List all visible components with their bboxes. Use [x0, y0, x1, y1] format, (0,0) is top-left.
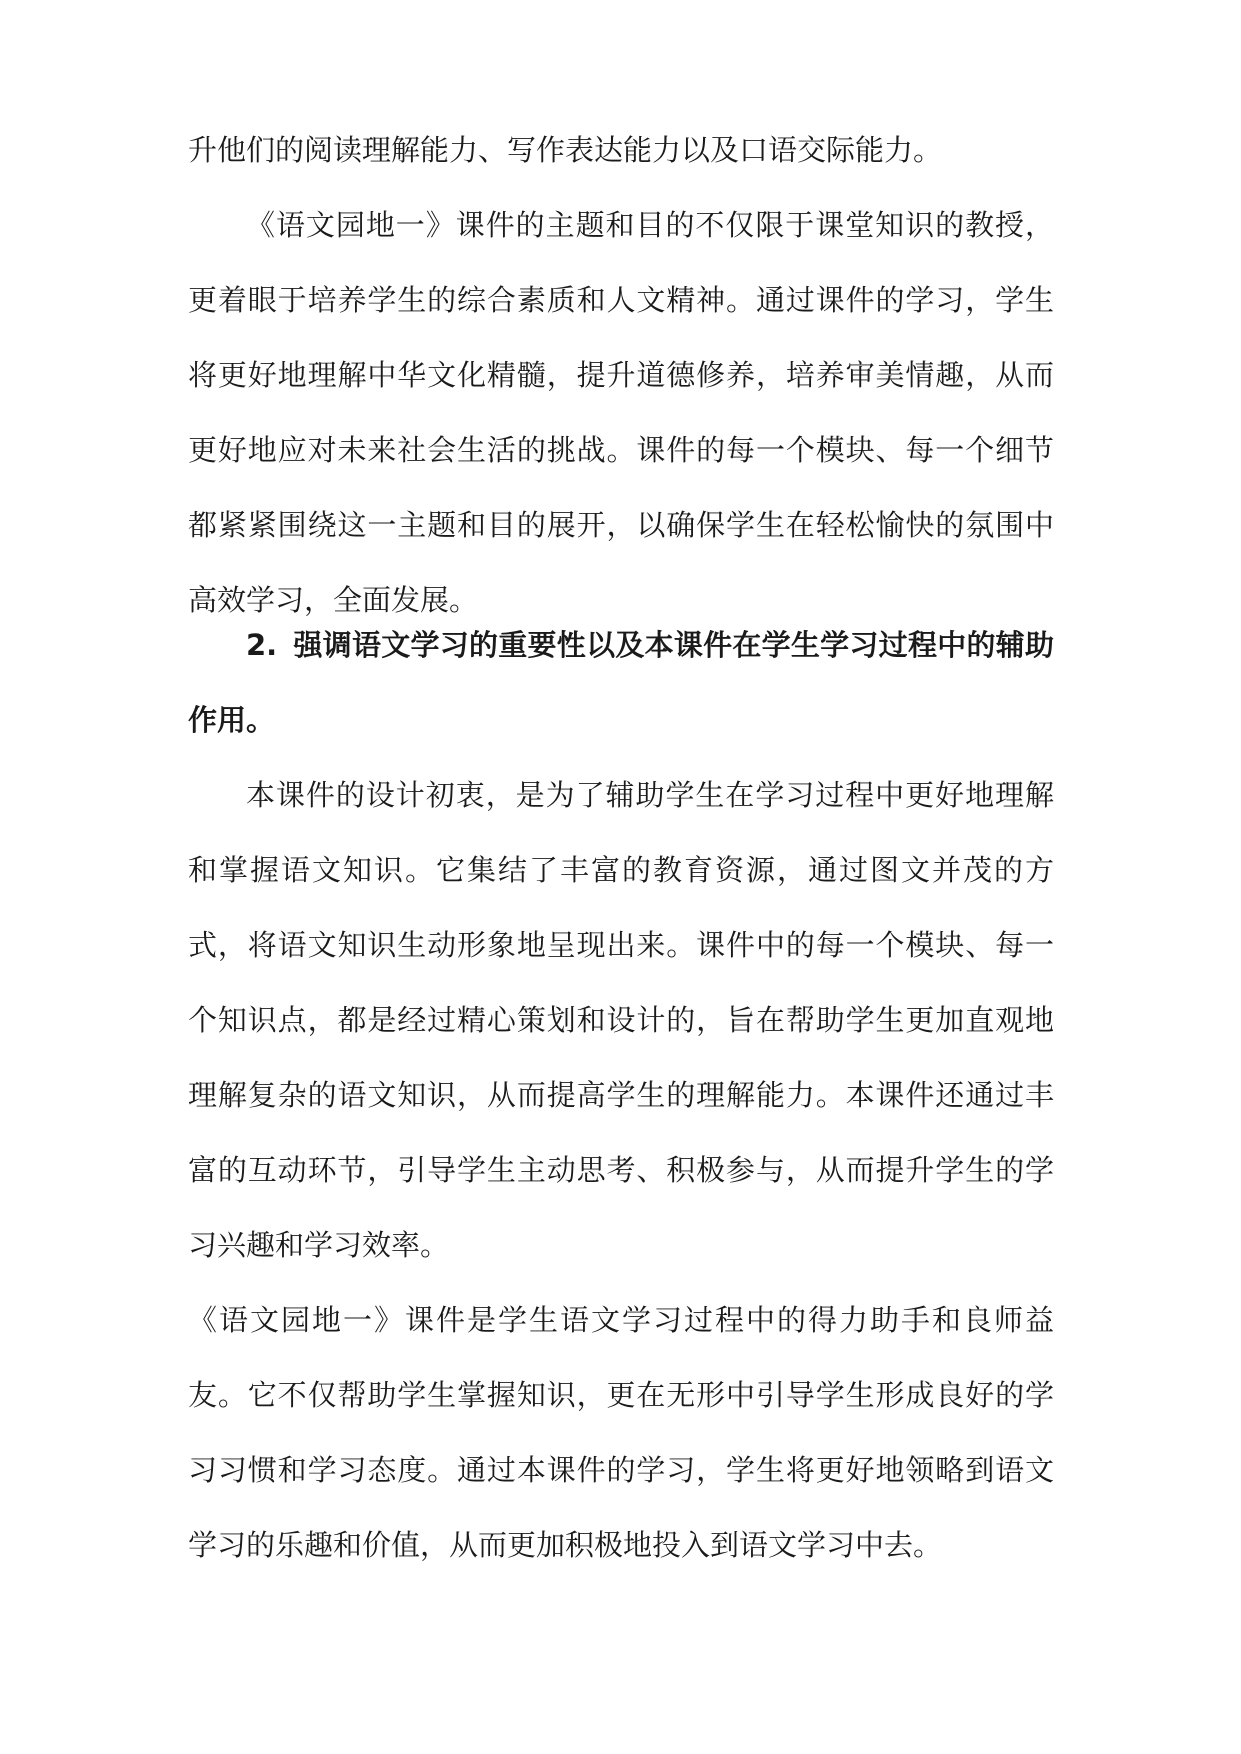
- section-heading: [188, 608, 1054, 758]
- design-paragraph: 本课件的设计初衷，是为了辅助学生在学习过程中更好地理解和掌握语文知识。它集结了丰富的教育资源，通过图文并茂的方式，将语文知识生动形象地呈现出来。课件中的每一个模块、每一个知识点，都是经过精心策划和设计的，旨在帮助学生更加直观地理解复杂的语文知识，从而提高学生的理解能力。本课件还通过丰富的互动环节，引导学生主动思考、积极参与，从而提升学生的学习兴趣和学习效率。: [188, 778, 1054, 1262]
- continuation-paragraph: 升他们的阅读理解能力、写作表达能力以及口语交际能力。: [188, 133, 943, 167]
- theme-paragraph: 《语文园地一》课件的主题和目的不仅限于课堂知识的教授，更着眼于培养学生的综合素质和人文精神。通过课件的学习，学生将更好地理解中华文化精髓，提升道德修养，培养审美情趣，从而更好地应对未来社会生活的挑战。课件的每一个模块、每一个细节都紧紧围绕这一主题和目的展开，以确保学生在轻松愉快的氛围中高效学习，全面发展。: [188, 208, 1054, 617]
- section-title: 强调语文学习的重要性以及本课件在学生学习过程中的辅助作用。: [188, 628, 1054, 737]
- summary-paragraph: 《语文园地一》课件是学生语文学习过程中的得力助手和良师益友。它不仅帮助学生掌握知识，更在无形中引导学生形成良好的学习习惯和学习态度。通过本课件的学习，学生将更好地领略到语文学习的乐趣和价值，从而更加积极地投入到语文学习中去。: [188, 1303, 1054, 1562]
- section-number: 2.: [246, 628, 278, 662]
